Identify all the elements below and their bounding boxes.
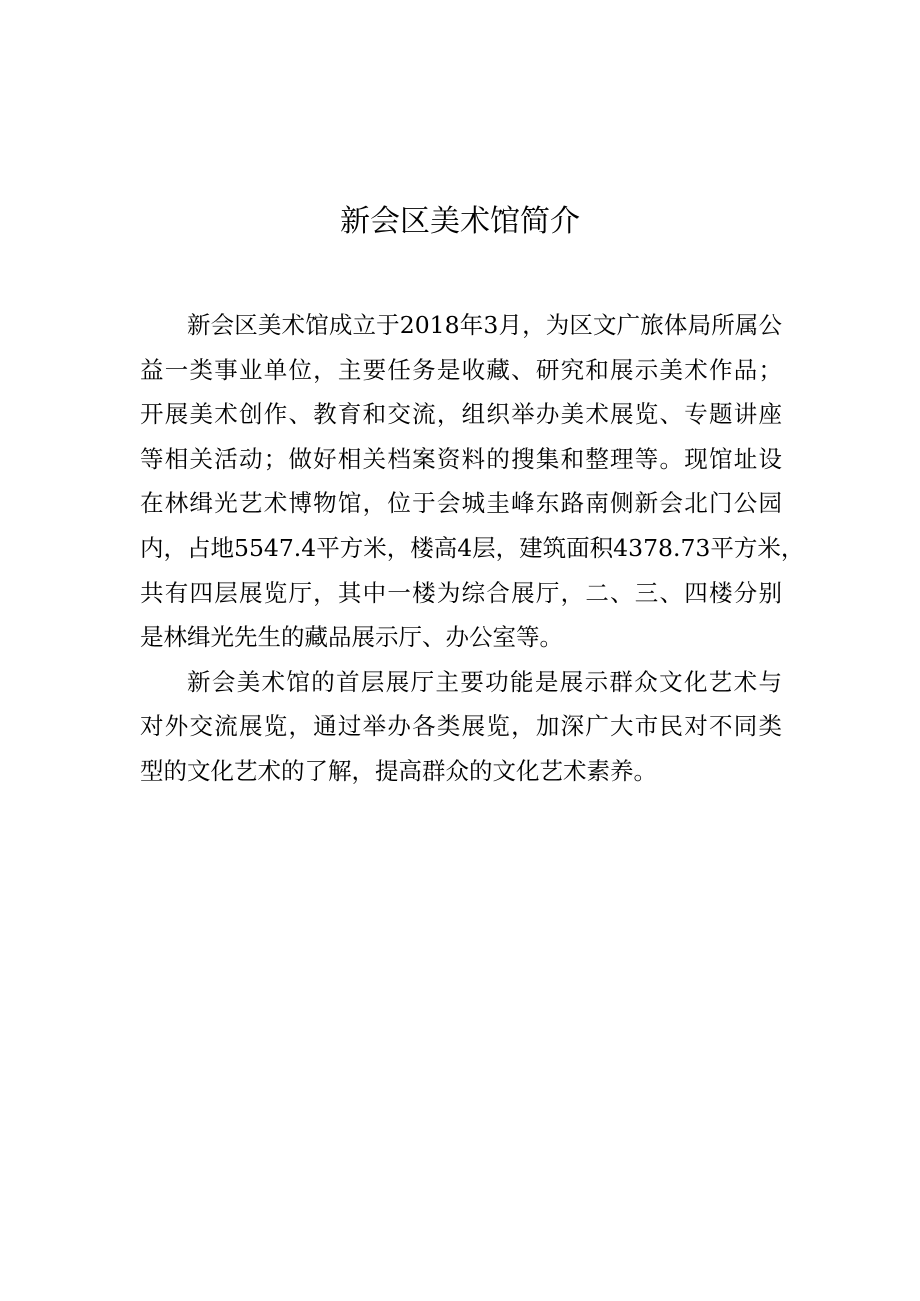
document-body xyxy=(140,303,805,794)
document-title: 新会区美术馆简介 xyxy=(340,204,580,239)
paragraph-1 xyxy=(140,303,805,660)
paragraph-line: 内，占地5547.4平方米，楼高4层，建筑面积4378.73平方米， xyxy=(140,533,805,562)
paragraph-line: 对外交流展览，通过举办各类展览，加深广大市民对不同类 xyxy=(140,712,782,741)
paragraph-line: 型的文化艺术的了解，提高群众的文化艺术素养。 xyxy=(140,756,657,785)
paragraph-line: 共有四层展览厅，其中一楼为综合展厅，二、三、四楼分别 xyxy=(140,578,782,607)
paragraph-2 xyxy=(140,660,782,794)
paragraph-line: 等相关活动；做好相关档案资料的搜集和整理等。现馆址设 xyxy=(140,444,782,473)
paragraph-line: 益一类事业单位，主要任务是收藏、研究和展示美术作品； xyxy=(140,355,782,384)
paragraph-line: 新会美术馆的首层展厅主要功能是展示群众文化艺术与 xyxy=(187,667,782,696)
paragraph-line: 是林缉光先生的藏品展示厅、办公室等。 xyxy=(140,623,563,652)
paragraph-line: 新会区美术馆成立于2018年3月，为区文广旅体局所属公 xyxy=(187,311,782,339)
paragraph-line: 在林缉光艺术博物馆，位于会城圭峰东路南侧新会北门公园 xyxy=(140,489,782,518)
paragraph-line: 开展美术创作、教育和交流，组织举办美术展览、专题讲座 xyxy=(140,400,782,429)
